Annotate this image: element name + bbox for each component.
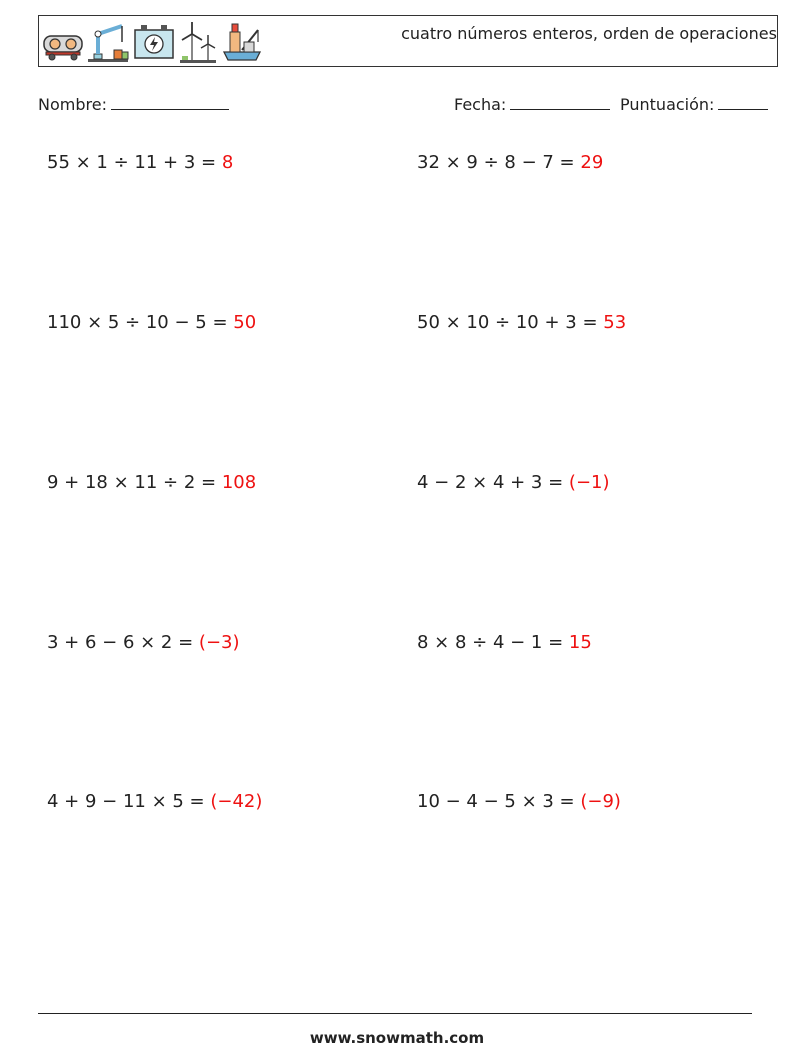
header-icons xyxy=(42,19,266,65)
problem-answer: 108 xyxy=(221,472,257,493)
power-panel-icon xyxy=(132,22,176,62)
problem-item xyxy=(47,791,262,812)
problem-expression: 9 + 18 × 11 ÷ 2 = xyxy=(47,472,222,493)
date-label: Fecha: xyxy=(454,95,507,114)
tank-train-car-icon xyxy=(42,22,84,62)
footer-url[interactable]: www.snowmath.com xyxy=(309,1029,485,1047)
date-blank xyxy=(510,108,610,110)
problem-answer: (−42) xyxy=(210,791,263,812)
robot-arm-icon xyxy=(86,20,130,64)
problem-item xyxy=(417,152,603,173)
problem-item xyxy=(47,152,233,173)
date-field xyxy=(454,95,610,114)
score-label: Puntuación: xyxy=(620,95,715,114)
problem-answer: (−9) xyxy=(580,791,621,812)
problem-answer: (−3) xyxy=(198,632,240,653)
problem-expression: 32 × 9 ÷ 8 − 7 = xyxy=(417,152,581,173)
problem-answer: 53 xyxy=(603,312,627,333)
score-field xyxy=(620,95,768,114)
worksheet-header xyxy=(38,15,778,67)
problem-item xyxy=(47,632,240,653)
problem-answer: 8 xyxy=(221,152,234,173)
problem-expression: 10 − 4 − 5 × 3 = xyxy=(417,791,581,812)
problem-item xyxy=(417,472,610,493)
name-label: Nombre: xyxy=(38,95,107,114)
problem-item xyxy=(417,312,626,333)
wind-turbines-icon xyxy=(178,20,218,64)
problem-answer: (−1) xyxy=(568,472,610,493)
problem-answer: 29 xyxy=(580,152,604,173)
problem-answer: 15 xyxy=(568,632,592,653)
problem-item xyxy=(417,632,592,653)
score-blank xyxy=(718,108,768,110)
problem-expression: 50 × 10 ÷ 10 + 3 = xyxy=(417,312,604,333)
problem-answer: 50 xyxy=(233,312,257,333)
problem-item xyxy=(47,472,256,493)
name-field xyxy=(38,95,229,114)
problem-item xyxy=(417,791,621,812)
footer-divider xyxy=(38,1013,752,1014)
problem-expression: 3 + 6 − 6 × 2 = xyxy=(47,632,199,653)
problem-item xyxy=(47,312,256,333)
problem-expression: 4 + 9 − 11 × 5 = xyxy=(47,791,211,812)
problem-expression: 55 × 1 ÷ 11 + 3 = xyxy=(47,152,222,173)
problem-expression: 8 × 8 ÷ 4 − 1 = xyxy=(417,632,569,653)
oil-rig-icon xyxy=(220,20,266,64)
problem-expression: 110 × 5 ÷ 10 − 5 = xyxy=(47,312,234,333)
problem-expression: 4 − 2 × 4 + 3 = xyxy=(417,472,569,493)
name-blank xyxy=(111,108,229,110)
worksheet-title: cuatro números enteros, orden de operaciones xyxy=(401,24,777,43)
